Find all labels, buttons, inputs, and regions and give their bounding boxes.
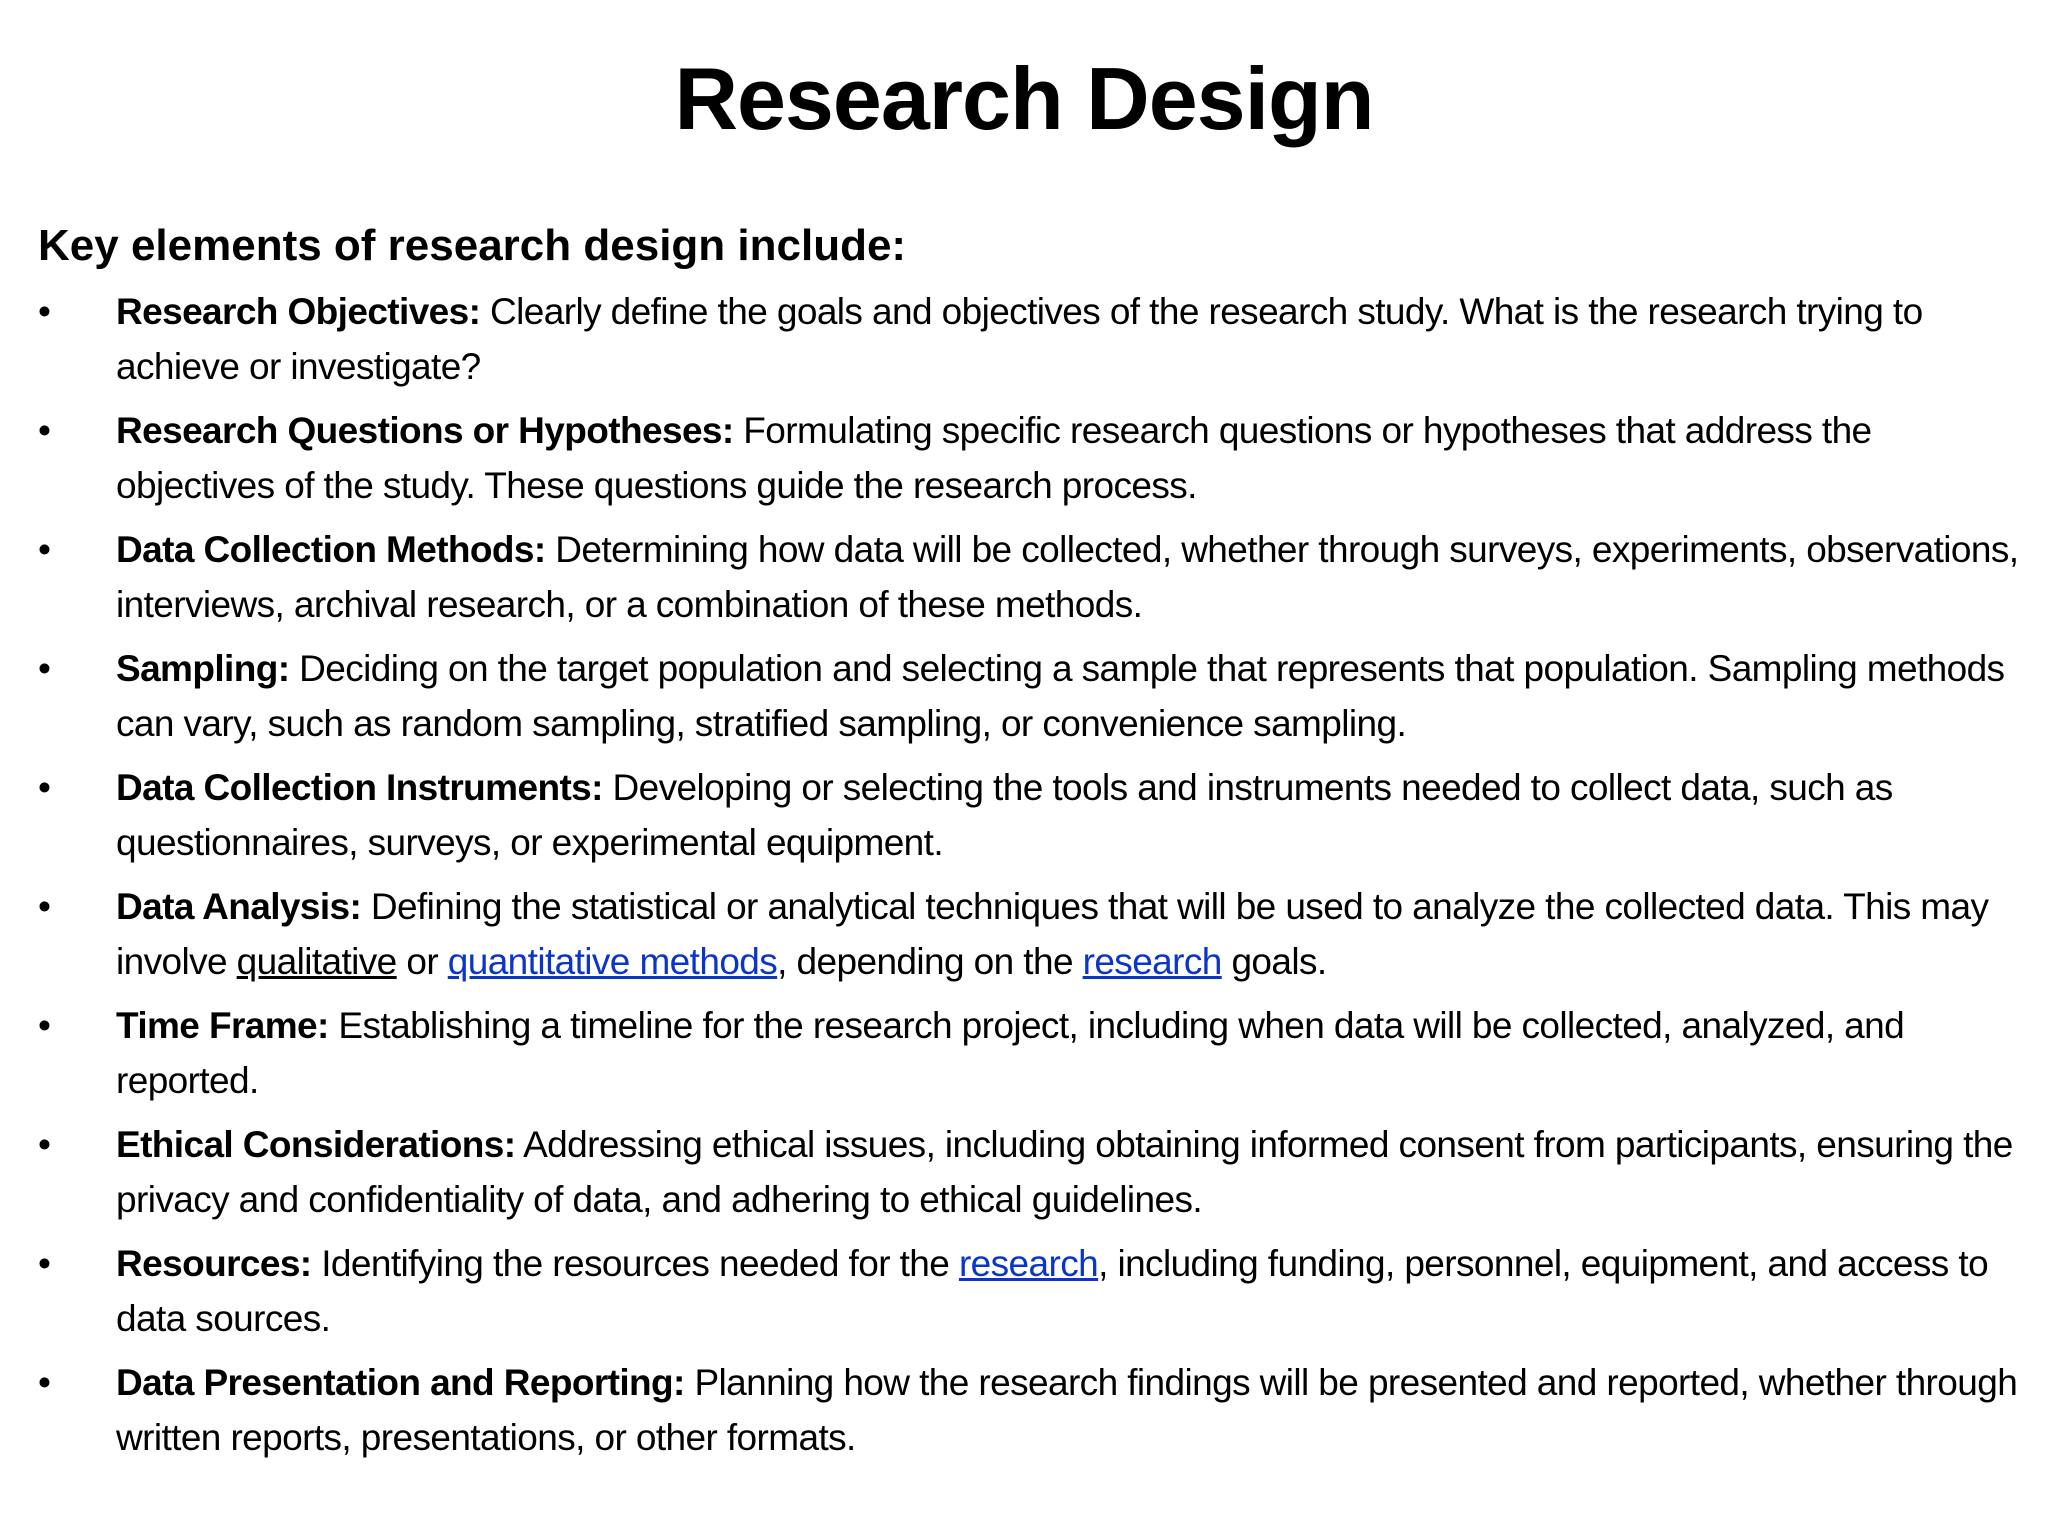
bullet-icon: • — [38, 767, 51, 808]
item-term: Ethical Considerations: — [116, 1124, 516, 1165]
item-term: Data Analysis: — [116, 886, 362, 927]
bullet-list — [0, 284, 2048, 1474]
list-item — [0, 879, 2048, 989]
item-text: Defining the statistical or analytical techniques that will be used to analyze the collected data. This may involve — [116, 886, 1989, 982]
item-text: Deciding on the target population and selecting a sample that represents that population. Sampling methods can vary, such as random sampling, stratified sampling, or convenience sampling. — [116, 648, 2005, 744]
bullet-icon: • — [38, 1362, 51, 1403]
bullet-icon: • — [38, 886, 51, 927]
list-item — [0, 284, 2048, 394]
list-item — [0, 522, 2048, 632]
bullet-icon: • — [38, 410, 51, 451]
item-text: Planning how the research findings will be presented and reported, whether through written reports, presentations, or other formats. — [116, 1362, 2018, 1458]
quantitative-methods-link[interactable]: quantitative methods — [447, 941, 778, 982]
item-text: , depending on the — [777, 941, 1083, 982]
item-text: or — [396, 941, 448, 982]
list-item — [0, 1355, 2048, 1465]
intro-heading: Key elements of research design include: — [38, 221, 907, 270]
bullet-icon: • — [38, 529, 51, 570]
list-item — [0, 1117, 2048, 1227]
item-term: Time Frame: — [116, 1005, 329, 1046]
qualitative-underlined-text: qualitative — [236, 941, 397, 982]
item-text: Formulating specific research questions or hypotheses that address the objectives of the study. These questions guide the research process. — [116, 410, 1872, 506]
item-text: goals. — [1221, 941, 1327, 982]
item-term: Resources: — [116, 1243, 312, 1284]
bullet-icon: • — [38, 1005, 51, 1046]
item-text: Clearly define the goals and objectives of the research study. What is the research trying to achieve or investigate? — [116, 291, 1923, 387]
list-item — [0, 760, 2048, 870]
research-link[interactable]: research — [1082, 941, 1222, 982]
item-term: Sampling: — [116, 648, 290, 689]
bullet-icon: • — [38, 648, 51, 689]
item-text: Addressing ethical issues, including obtaining informed consent from participants, ensuring the privacy and confidentiality of data, and adhering to ethical guidelines. — [116, 1124, 2013, 1220]
item-text: , including funding, personnel, equipment, and access to data sources. — [116, 1243, 1989, 1339]
item-text: Determining how data will be collected, whether through surveys, experiments, observations, interviews, archival research, or a combination of these methods. — [116, 529, 2019, 625]
research-link[interactable]: research — [958, 1243, 1099, 1284]
item-term: Data Presentation and Reporting: — [116, 1362, 685, 1403]
item-text: Identifying the resources needed for the — [311, 1243, 959, 1284]
list-item — [0, 403, 2048, 513]
list-item — [0, 998, 2048, 1108]
item-term: Data Collection Methods: — [116, 529, 546, 570]
item-term: Data Collection Instruments: — [116, 767, 603, 808]
bullet-icon: • — [38, 1124, 51, 1165]
slide-title: Research Design — [674, 49, 1374, 148]
bullet-icon: • — [38, 291, 51, 332]
item-text: Establishing a timeline for the research project, including when data will be collected, analyzed, and reported. — [116, 1005, 1905, 1101]
bullet-icon: • — [38, 1243, 51, 1284]
list-item — [0, 641, 2048, 751]
item-term: Research Objectives: — [116, 291, 481, 332]
list-item — [0, 1236, 2048, 1346]
item-text: Developing or selecting the tools and instruments needed to collect data, such as questionnaires, surveys, or experimental equipment. — [116, 767, 1893, 863]
item-term: Research Questions or Hypotheses: — [116, 410, 734, 451]
